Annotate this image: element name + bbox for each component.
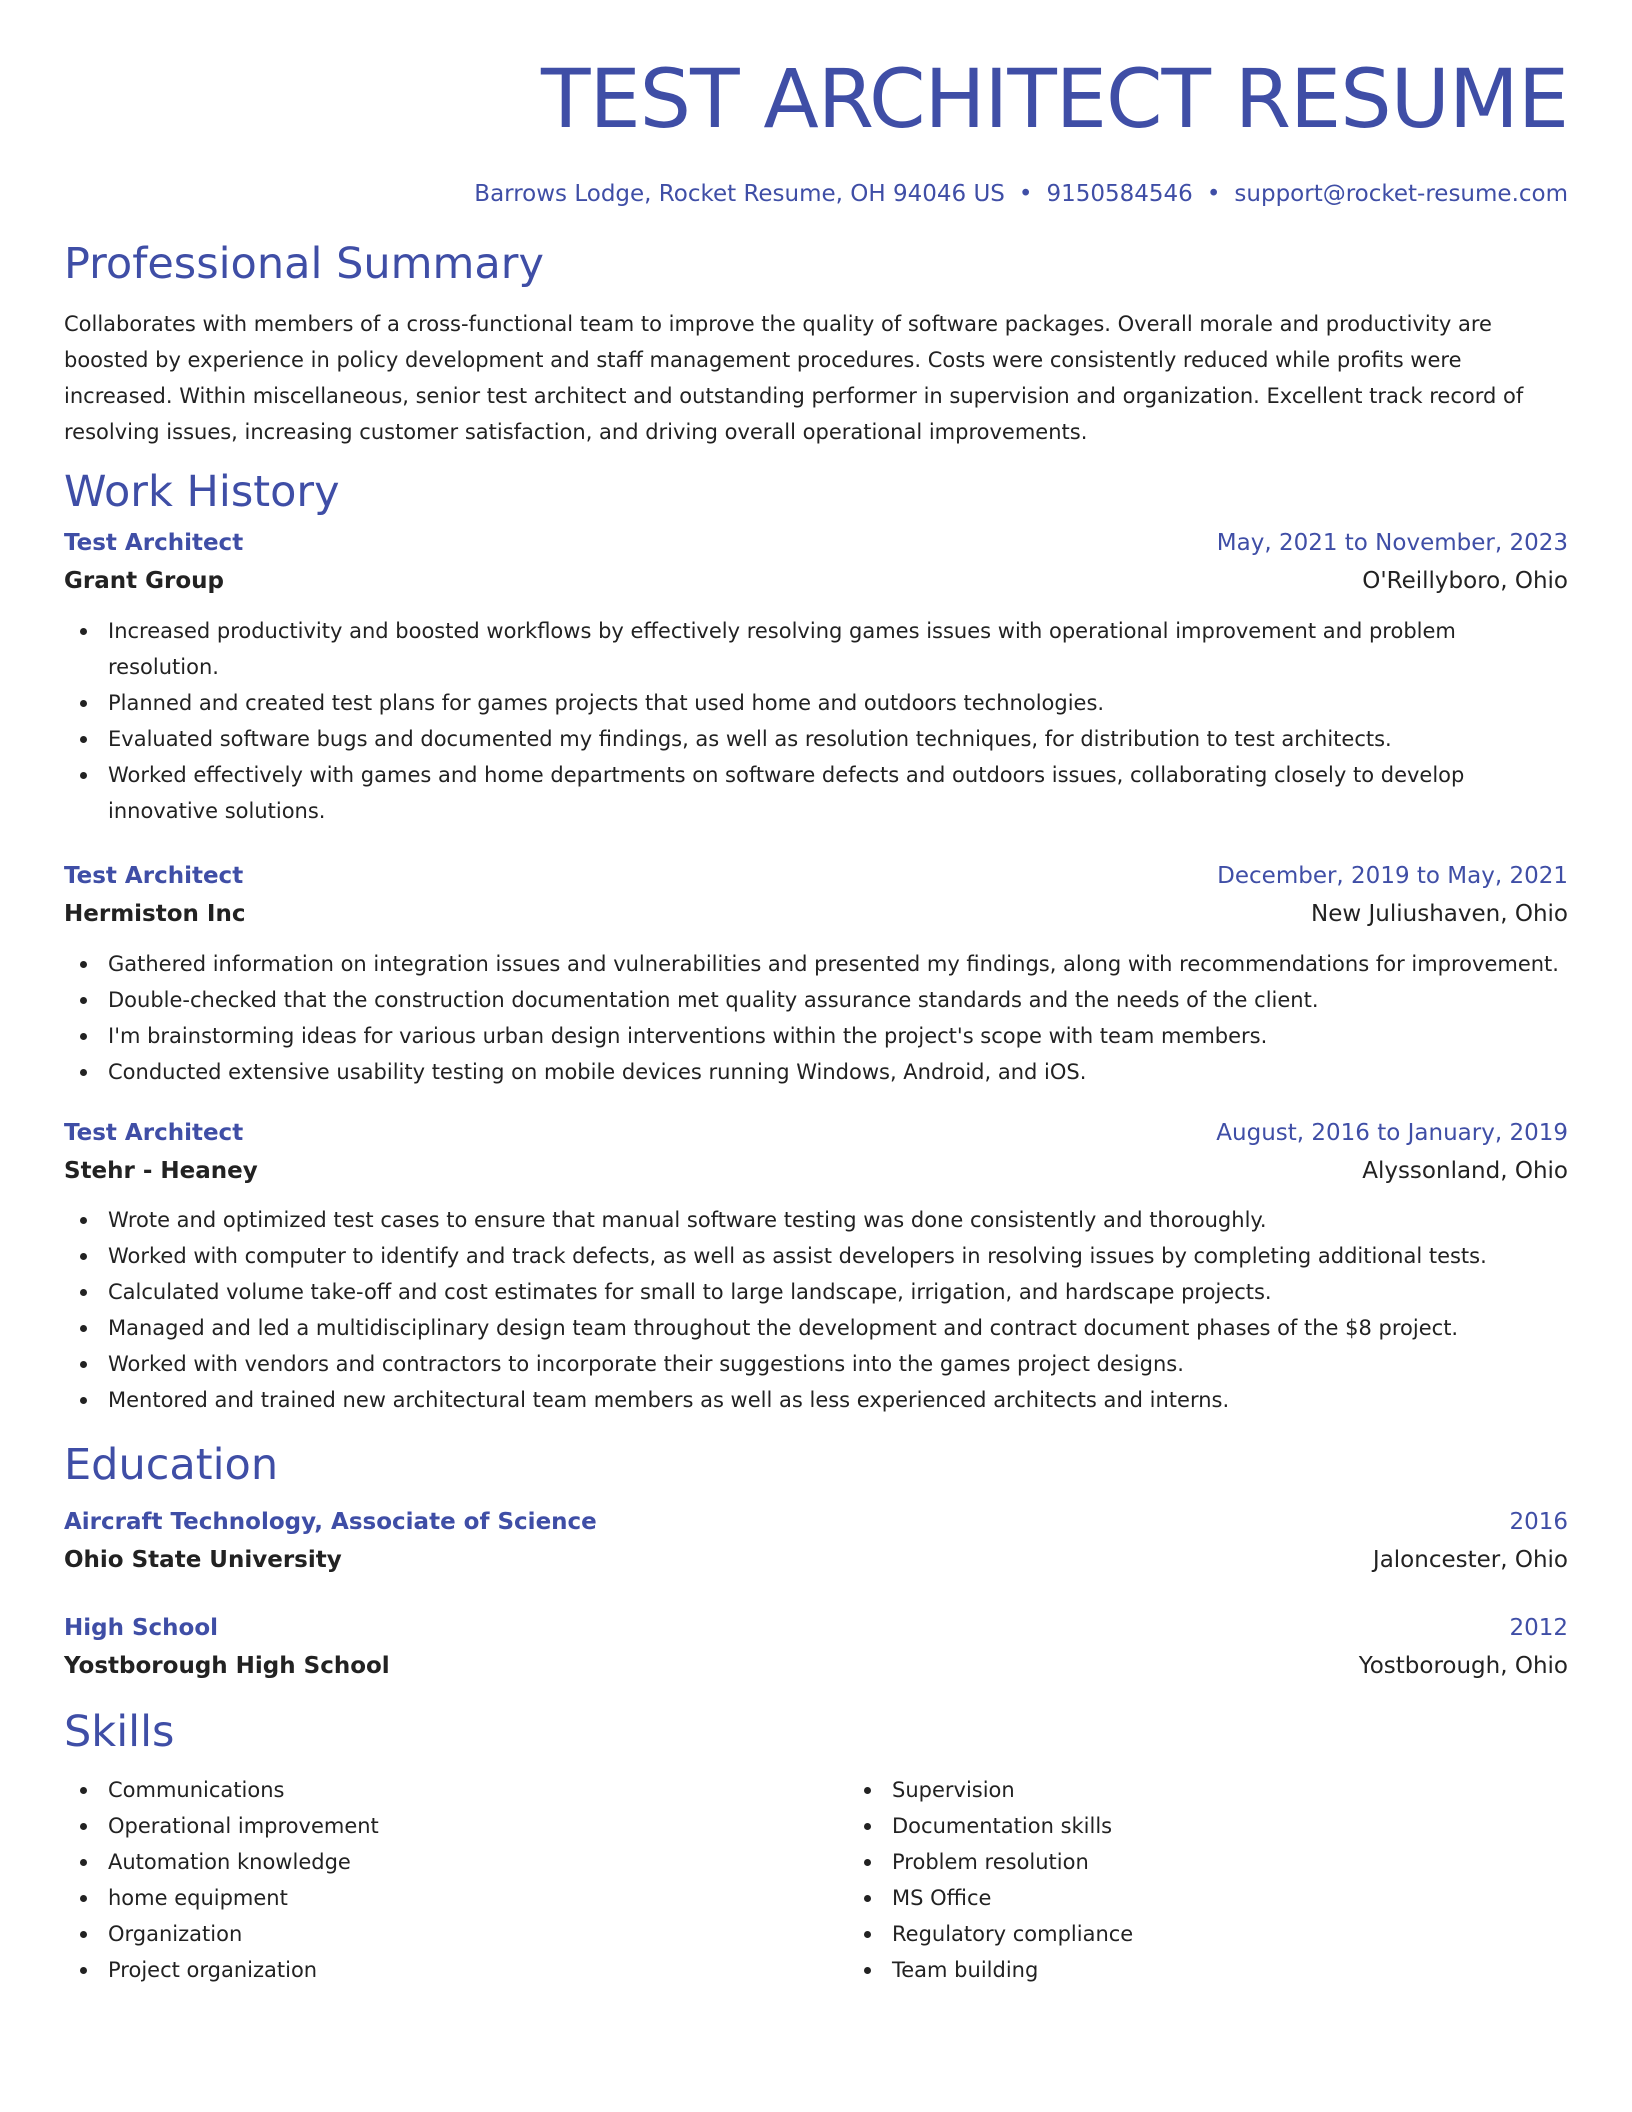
skill-item: Organization [108, 1916, 848, 1952]
education-location: Jaloncester, Ohio [1372, 1547, 1568, 1573]
skill-item: Project organization [108, 1952, 848, 1988]
contact-address: Barrows Lodge, Rocket Resume, OH 94046 US [474, 181, 1005, 207]
list-item: Wrote and optimized test cases to ensure that manual software testing was done consistently and thoroughly. [108, 1202, 1568, 1238]
list-item: Worked with computer to identify and track defects, as well as assist developers in resolving issues by completing additional tests. [108, 1238, 1568, 1274]
education-degree: Aircraft Technology, Associate of Science [64, 1509, 597, 1535]
education-entry [64, 1611, 1568, 1683]
list-item: Increased productivity and boosted workflows by effectively resolving games issues with operational improvement and problem resolution. [108, 613, 1568, 685]
job-title: Test Architect [64, 1120, 244, 1146]
separator-dot: • [1206, 181, 1221, 207]
job-dates: May, 2021 to November, 2023 [1216, 530, 1568, 556]
list-item: Worked effectively with games and home departments on software defects and outdoors issues, collaborating closely to develop innovative solutions. [108, 757, 1568, 829]
job-subheader [64, 1154, 1568, 1188]
education-subheader [64, 1649, 1568, 1683]
skills-columns [64, 1772, 1568, 1988]
job-bullets [64, 1202, 1568, 1418]
skills-heading: Skills [64, 1707, 175, 1757]
job-bullets [64, 613, 1568, 829]
job-subheader [64, 564, 1568, 598]
list-item: Planned and created test plans for games projects that used home and outdoors technologies. [108, 685, 1568, 721]
job-dates: December, 2019 to May, 2021 [1217, 863, 1568, 889]
education-subheader [64, 1543, 1568, 1577]
skills-list-left [64, 1772, 848, 1988]
job-bullets [64, 946, 1568, 1090]
job-entry [64, 1116, 1568, 1418]
resume-title: TEST ARCHITECT RESUME [541, 53, 1568, 147]
summary-heading: Professional Summary [64, 239, 544, 289]
job-title: Test Architect [64, 863, 244, 889]
contact-email[interactable]: support@rocket-resume.com [1234, 181, 1568, 207]
education-year: 2012 [1509, 1615, 1568, 1641]
list-item: Gathered information on integration issues and vulnerabilities and presented my findings, along with recommendations for improvement. [108, 946, 1568, 982]
job-company: Stehr - Heaney [64, 1158, 258, 1184]
job-header [64, 526, 1568, 560]
summary-text: Collaborates with members of a cross-functional team to improve the quality of software packages. Overall morale and productivity are boosted by experience in policy development and staff management procedures. Costs were consistently reduced while profits were increased. Within miscellaneous, senior test architect and outstanding performer in supervision and organization. Excellent track record of resolving issues, increasing customer satisfaction, and driving overall operational improvements. [64, 312, 1524, 444]
job-header [64, 859, 1568, 893]
skill-item: Team building [892, 1952, 1552, 1988]
list-item: Managed and led a multidisciplinary design team throughout the development and contract document phases of the $8 project. [108, 1310, 1568, 1346]
skill-item: Communications [108, 1772, 848, 1808]
skill-item: MS Office [892, 1880, 1552, 1916]
job-location: O'Reillyboro, Ohio [1362, 568, 1568, 594]
skill-item: home equipment [108, 1880, 848, 1916]
job-location: Alyssonland, Ohio [1362, 1158, 1568, 1184]
list-item: I'm brainstorming ideas for various urban design interventions within the project's scope with team members. [108, 1018, 1568, 1054]
contact-line [64, 178, 1568, 210]
job-header [64, 1116, 1568, 1150]
education-heading: Education [64, 1440, 279, 1490]
job-company: Grant Group [64, 568, 224, 594]
job-subheader [64, 897, 1568, 931]
job-location: New Juliushaven, Ohio [1311, 901, 1568, 927]
job-company: Hermiston Inc [64, 901, 246, 927]
skills-list-right [848, 1772, 1552, 1988]
separator-dot: • [1018, 181, 1033, 207]
education-school: Ohio State University [64, 1547, 342, 1573]
skill-item: Problem resolution [892, 1844, 1552, 1880]
job-entry [64, 526, 1568, 829]
list-item: Double-checked that the construction documentation met quality assurance standards and the needs of the client. [108, 982, 1568, 1018]
list-item: Conducted extensive usability testing on mobile devices running Windows, Android, and iOS. [108, 1054, 1568, 1090]
education-header [64, 1505, 1568, 1539]
education-entry [64, 1505, 1568, 1577]
list-item: Mentored and trained new architectural team members as well as less experienced architects and interns. [108, 1382, 1568, 1418]
work-history-heading: Work History [64, 467, 340, 517]
education-school: Yostborough High School [64, 1653, 390, 1679]
education-degree: High School [64, 1615, 219, 1641]
skill-item: Supervision [892, 1772, 1552, 1808]
skill-item: Regulatory compliance [892, 1916, 1552, 1952]
contact-phone[interactable]: 9150584546 [1046, 181, 1193, 207]
skill-item: Operational improvement [108, 1808, 848, 1844]
skill-item: Documentation skills [892, 1808, 1552, 1844]
list-item: Calculated volume take-off and cost estimates for small to large landscape, irrigation, and hardscape projects. [108, 1274, 1568, 1310]
skill-item: Automation knowledge [108, 1844, 848, 1880]
job-dates: August, 2016 to January, 2019 [1216, 1120, 1568, 1146]
education-year: 2016 [1509, 1509, 1568, 1535]
education-location: Yostborough, Ohio [1358, 1653, 1568, 1679]
job-title: Test Architect [64, 530, 244, 556]
job-entry [64, 859, 1568, 1090]
list-item: Evaluated software bugs and documented my findings, as well as resolution techniques, for distribution to test architects. [108, 721, 1568, 757]
education-header [64, 1611, 1568, 1645]
list-item: Worked with vendors and contractors to incorporate their suggestions into the games project designs. [108, 1346, 1568, 1382]
